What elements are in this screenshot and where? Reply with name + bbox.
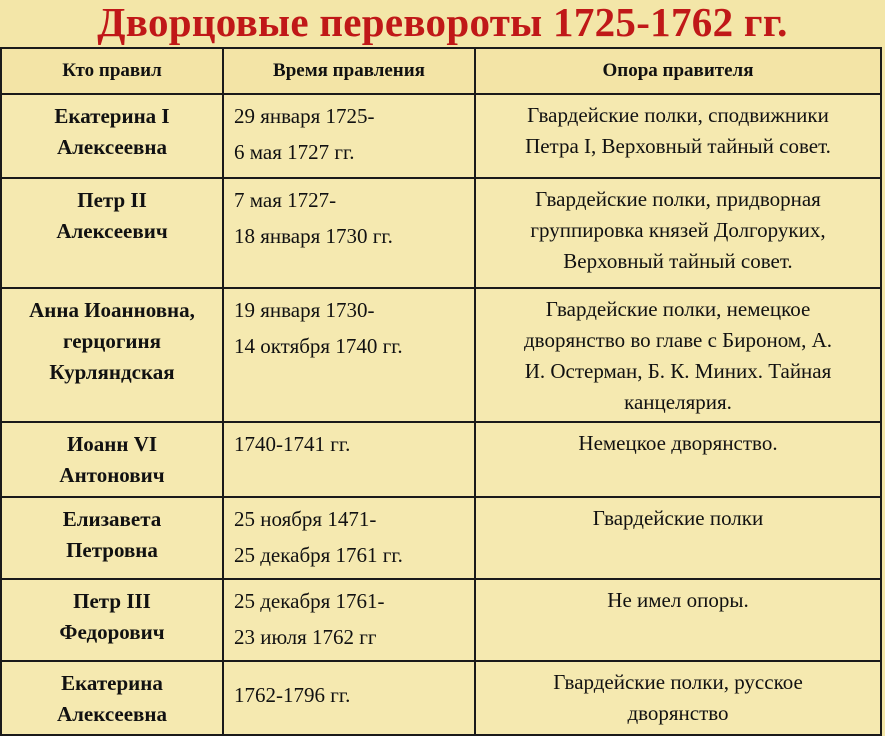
support-line: Гвардейские полки, немецкое [545, 297, 811, 321]
support-line: Гвардейские полки [592, 506, 764, 530]
period-cell [223, 497, 475, 579]
support-cell [475, 497, 881, 579]
ruler-cell [1, 288, 223, 422]
ruler-name-line: Елизавета [62, 507, 162, 531]
period-cell [223, 288, 475, 422]
period-line: 6 мая 1727 гг. [234, 140, 355, 164]
support-cell [475, 288, 881, 422]
ruler-cell [1, 422, 223, 497]
period-line: 18 января 1730 гг. [234, 224, 393, 248]
support-line: группировка князей Долгоруких, [530, 218, 826, 242]
ruler-name-line: Федорович [59, 620, 165, 644]
ruler-name-line: Алексеевич [56, 219, 168, 243]
support-line: Не имел опоры. [607, 588, 749, 612]
support-cell [475, 422, 881, 497]
table-row [1, 497, 881, 579]
ruler-name-line: Петр III [73, 589, 151, 613]
period-line: 19 января 1730- [234, 298, 375, 322]
ruler-cell [1, 497, 223, 579]
page-title: Дворцовые перевороты 1725-1762 гг. [97, 0, 788, 45]
header-period: Время правления [223, 48, 475, 94]
support-line: канцелярия. [624, 390, 732, 414]
ruler-name-line: Петровна [66, 538, 158, 562]
ruler-name-line: Иоанн VI [66, 432, 158, 456]
table-row [1, 94, 881, 178]
table-row [1, 422, 881, 497]
support-line: Немецкое дворянство. [578, 431, 778, 455]
period-cell [223, 661, 475, 735]
period-cell [223, 422, 475, 497]
period-cell [223, 178, 475, 288]
support-line: И. Остерман, Б. К. Миних. Тайная [524, 359, 832, 383]
support-cell [475, 579, 881, 661]
ruler-cell [1, 94, 223, 178]
header-ruler: Кто правил [1, 48, 223, 94]
period-line: 25 декабря 1761 гг. [234, 543, 403, 567]
period-line: 1762-1796 гг. [234, 683, 351, 707]
table-header-row [1, 48, 881, 94]
ruler-name-line: Екатерина [61, 671, 163, 695]
support-line: Верховный тайный совет. [563, 249, 793, 273]
period-line: 29 января 1725- [234, 104, 375, 128]
period-line: 25 ноября 1471- [234, 507, 377, 531]
period-line: 25 декабря 1761- [234, 589, 385, 613]
period-line: 14 октября 1740 гг. [234, 334, 403, 358]
period-line: 23 июля 1762 гг [234, 625, 377, 649]
ruler-name-line: Антонович [59, 463, 165, 487]
ruler-cell [1, 661, 223, 735]
support-line: Петра I, Верховный тайный совет. [525, 134, 831, 158]
support-cell [475, 94, 881, 178]
support-line: дворянство во главе с Бироном, А. [523, 328, 833, 352]
header-support: Опора правителя [475, 48, 881, 94]
ruler-name-line: Петр II [77, 188, 147, 212]
ruler-name-line: Курляндская [49, 360, 175, 384]
table-row [1, 288, 881, 422]
ruler-name-line: Анна Иоанновна, [29, 298, 195, 322]
ruler-name-line: Алексеевна [56, 702, 167, 726]
period-line: 7 мая 1727- [234, 188, 337, 212]
ruler-cell [1, 178, 223, 288]
table-row [1, 178, 881, 288]
coups-table [0, 47, 882, 736]
period-line: 1740-1741 гг. [234, 432, 351, 456]
ruler-name-line: герцогиня [63, 329, 161, 353]
ruler-name-line: Екатерина I [54, 104, 170, 128]
support-line: Гвардейские полки, сподвижники [527, 103, 829, 127]
ruler-name-line: Алексеевна [56, 135, 167, 159]
support-cell [475, 178, 881, 288]
period-cell [223, 579, 475, 661]
support-line: дворянство [627, 701, 729, 725]
ruler-cell [1, 579, 223, 661]
support-line: Гвардейские полки, русское [553, 670, 803, 694]
table-row [1, 661, 881, 735]
period-cell [223, 94, 475, 178]
table-row [1, 579, 881, 661]
support-cell [475, 661, 881, 735]
support-line: Гвардейские полки, придворная [535, 187, 821, 211]
